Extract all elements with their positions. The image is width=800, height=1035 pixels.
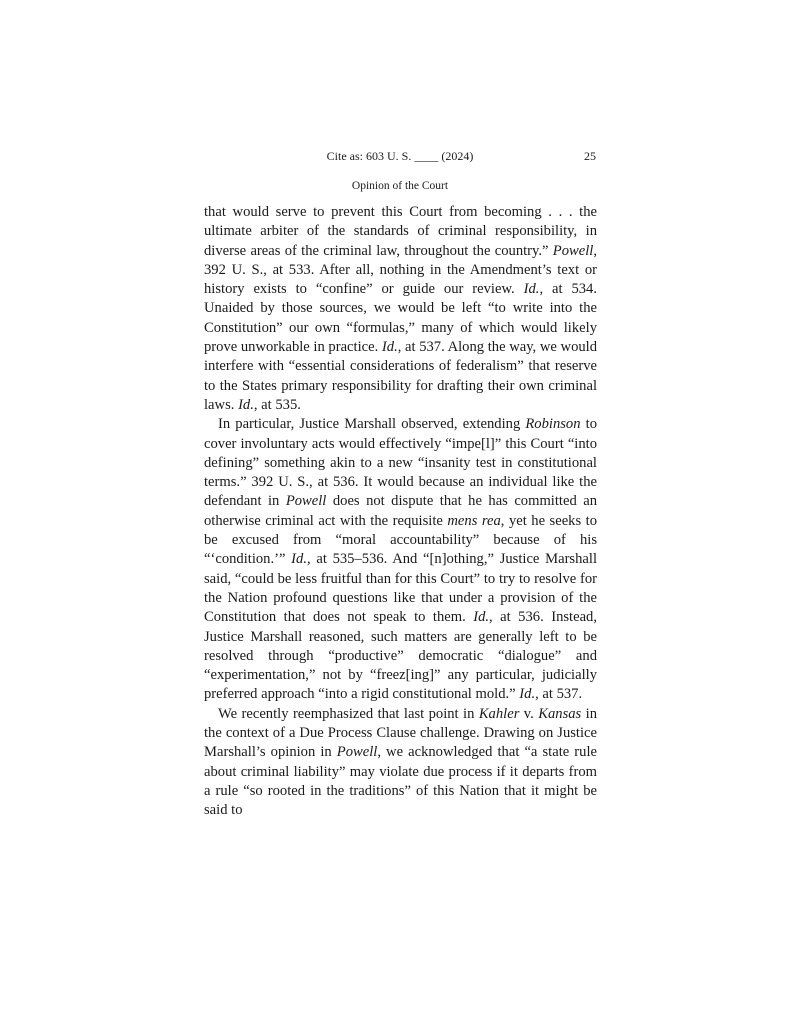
- text-run: We recently reemphasized that last point in: [218, 705, 479, 722]
- italic-text: mens rea: [447, 512, 501, 529]
- page-number: 25: [584, 149, 596, 163]
- text-run: does not dispute that he has committed an otherwise criminal act with the requisite: [204, 493, 597, 529]
- text-run: , at 536. Instead, Justice Marshall reasoned, such matters are generally left to be resolved through “productive” democratic “dialogue” and “experimentation,” not by “freez[ing]” any particular, judicially preferred approach “into a rigid constitutional mold.”: [204, 609, 597, 703]
- text-run: , 392 U. S., at 533. After all, nothing in the Amendment’s text or history exists to “confine” or guide our review.: [204, 242, 597, 298]
- text-run: to cover involuntary acts would effectively “impe[l]” this Court “into defining” something akin to a new “insanity test in constitutional terms.” 392 U. S., at 536. It would because an individual like the defendant in: [204, 416, 597, 510]
- italic-text: Powell: [336, 744, 378, 761]
- text-run: in the context of a Due Process Clause challenge. Drawing on Justice Marshall’s opinion in: [204, 705, 598, 761]
- text-run: , at 535.: [253, 396, 301, 413]
- text-run: , at 537. Along the way, we would interfere with “essential considerations of federalism” that reserve to the States primary responsibility for drafting their own criminal laws.: [204, 339, 598, 413]
- text-run: , we acknowledged that “a state rule about criminal liability” may violate due process if it departs from a rule “so rooted in the traditions” of this Nation that it might be said to: [204, 744, 597, 819]
- italic-text: Id.: [291, 551, 307, 568]
- text-run: , yet he seeks to be excused from “moral accountability” because of his “‘condition.’”: [204, 512, 597, 568]
- paragraph-3: [204, 705, 597, 821]
- text-run: , at 535–536. And “[n]othing,” Justice Marshall said, “could be less fruitful than for this Court” to try to resolve for the Nation profound questions like that under a provision of the Constitution that does not speak to them.: [204, 551, 597, 626]
- text-run: In particular, Justice Marshall observed, extending: [218, 416, 526, 433]
- text-run: , at 537.: [535, 686, 583, 703]
- text-run: , at 534. Unaided by those sources, we would be left “to write into the Constitution” our own “formulas,” many of which would likely prove unworkable in practice.: [204, 281, 597, 356]
- italic-text: Kansas: [538, 705, 582, 722]
- citation-line: Cite as: 603 U. S. ____ (2024): [326, 149, 474, 163]
- text-run: that would serve to prevent this Court from becoming . . . the ultimate arbiter of the standards of criminal responsibility, in diverse areas of the criminal law, throughout the country.”: [204, 204, 597, 259]
- paragraph-2: [204, 415, 597, 704]
- text-run: v.: [519, 705, 539, 722]
- italic-text: Powell: [552, 242, 594, 259]
- italic-text: Id.: [519, 686, 536, 703]
- italic-text: Id.: [238, 396, 254, 413]
- italic-text: Kahler: [478, 705, 520, 722]
- opinion-label: Opinion of the Court: [351, 180, 449, 192]
- italic-text: Id.: [381, 339, 398, 356]
- italic-text: Robinson: [525, 416, 581, 433]
- italic-text: Id.: [473, 609, 490, 626]
- paragraph-1: [204, 203, 597, 415]
- opinion-body: [204, 203, 597, 821]
- page-header: [204, 149, 596, 169]
- italic-text: Powell: [285, 493, 327, 510]
- italic-text: Id.: [523, 281, 540, 298]
